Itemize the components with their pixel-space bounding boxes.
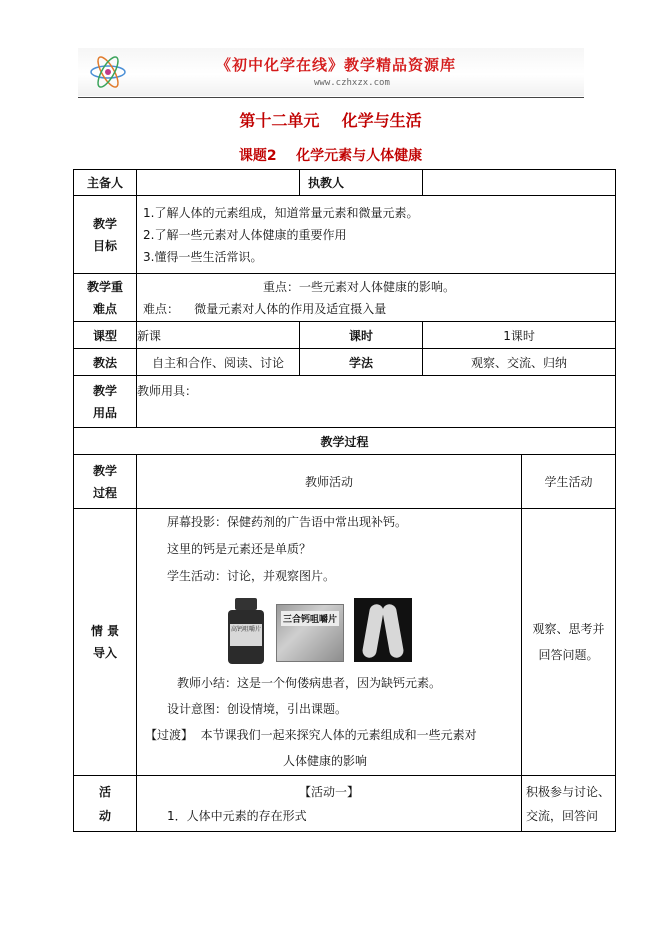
intro-label: 情 景 导入 (74, 509, 137, 776)
intro-line: 人体健康的影响 (283, 754, 368, 768)
hours-label: 课时 (300, 322, 423, 349)
lesson-plan-table (73, 169, 616, 832)
student-activity-header: 学生活动 (522, 455, 616, 509)
atom-logo-icon (88, 54, 128, 90)
goals-content (137, 196, 616, 274)
difficulty: 难点： 微量元素对人体的作用及适宜摄入量 (143, 301, 387, 316)
unit-title: 第十二单元 化学与生活 (239, 111, 422, 130)
key-point: 重点：一些元素对人体健康的影响。 (263, 279, 456, 294)
header-divider (78, 97, 584, 98)
table-row (74, 196, 616, 274)
table-row (74, 428, 616, 455)
teaching-method-label: 教法 (74, 349, 137, 376)
table-row (74, 776, 616, 832)
table-row (74, 509, 616, 776)
table-row (74, 455, 616, 509)
teacher-label: 执教人 (300, 170, 423, 196)
process-label: 教学 过程 (74, 455, 137, 509)
lesson-type-label: 课型 (74, 322, 137, 349)
process-header: 教学过程 (74, 428, 616, 455)
teaching-method-value: 自主和合作、阅读、讨论 (137, 349, 300, 376)
intro-line: 屏幕投影：保健药剂的广告语中常出现补钙。 (167, 515, 408, 529)
learning-method-label: 学法 (300, 349, 423, 376)
goal-item: 1.了解人体的元素组成，知道常量元素和微量元素。 (143, 205, 419, 220)
lesson-type-value: 新课 (137, 322, 300, 349)
box-label: 三合钙咀嚼片 (281, 611, 339, 626)
banner-title: 《初中化学在线》教学精品资源库 (216, 56, 457, 74)
keypoints-label: 教学重 难点 (74, 274, 137, 322)
goal-item: 2.了解一些元素对人体健康的重要作用 (143, 227, 347, 242)
calcium-box-image (276, 604, 344, 662)
rickets-legs-image (354, 598, 412, 662)
lesson-title: 课题2 化学元素与人体健康 (238, 148, 423, 164)
activity-item: 1．人体中元素的存在形式 (167, 809, 307, 823)
table-row (74, 322, 616, 349)
intro-line: 设计意图：创设情境，引出课题。 (167, 702, 348, 716)
intro-line: 学生活动：讨论，并观察图片。 (167, 569, 336, 583)
activity-content (137, 776, 522, 832)
keypoints-content (137, 274, 616, 322)
goal-item: 3.懂得一些生活常识。 (143, 249, 263, 264)
bottle-label: 高钙咀嚼片 (230, 624, 262, 646)
learning-method-value: 观察、交流、归纳 (423, 349, 616, 376)
intro-line: 这里的钙是元素还是单质？ (167, 542, 312, 556)
resource-banner (78, 48, 584, 96)
teacher-activity-header: 教师活动 (137, 455, 522, 509)
supplies-value: 教师用具： (137, 376, 616, 428)
teacher-value (423, 170, 616, 196)
table-row (74, 376, 616, 428)
preparer-value (137, 170, 300, 196)
activity-student: 积极参与讨论、 交流，回答问 (522, 776, 616, 832)
banner-url: www.czhxzx.com (314, 78, 390, 88)
activity-title: 【活动一】 (298, 785, 359, 799)
table-row (74, 274, 616, 322)
activity-label: 活 动 (74, 776, 137, 832)
intro-line: 教师小结：这是一个佝偻病患者，因为缺钙元素。 (177, 676, 442, 690)
intro-photos (117, 598, 521, 664)
intro-student-activity: 观察、思考并 回答问题。 (522, 509, 616, 776)
supplies-label: 教学 用品 (74, 376, 137, 428)
intro-content (137, 509, 522, 776)
preparer-label: 主备人 (74, 170, 137, 196)
table-row (74, 170, 616, 196)
hours-value: 1课时 (423, 322, 616, 349)
table-row (74, 349, 616, 376)
calcium-bottle-image (226, 598, 266, 664)
intro-line: 【过渡】 本节课我们一起来探究人体的元素组成和一些元素对 (145, 728, 477, 742)
goals-label: 教学 目标 (74, 196, 137, 274)
page-header (78, 48, 584, 98)
